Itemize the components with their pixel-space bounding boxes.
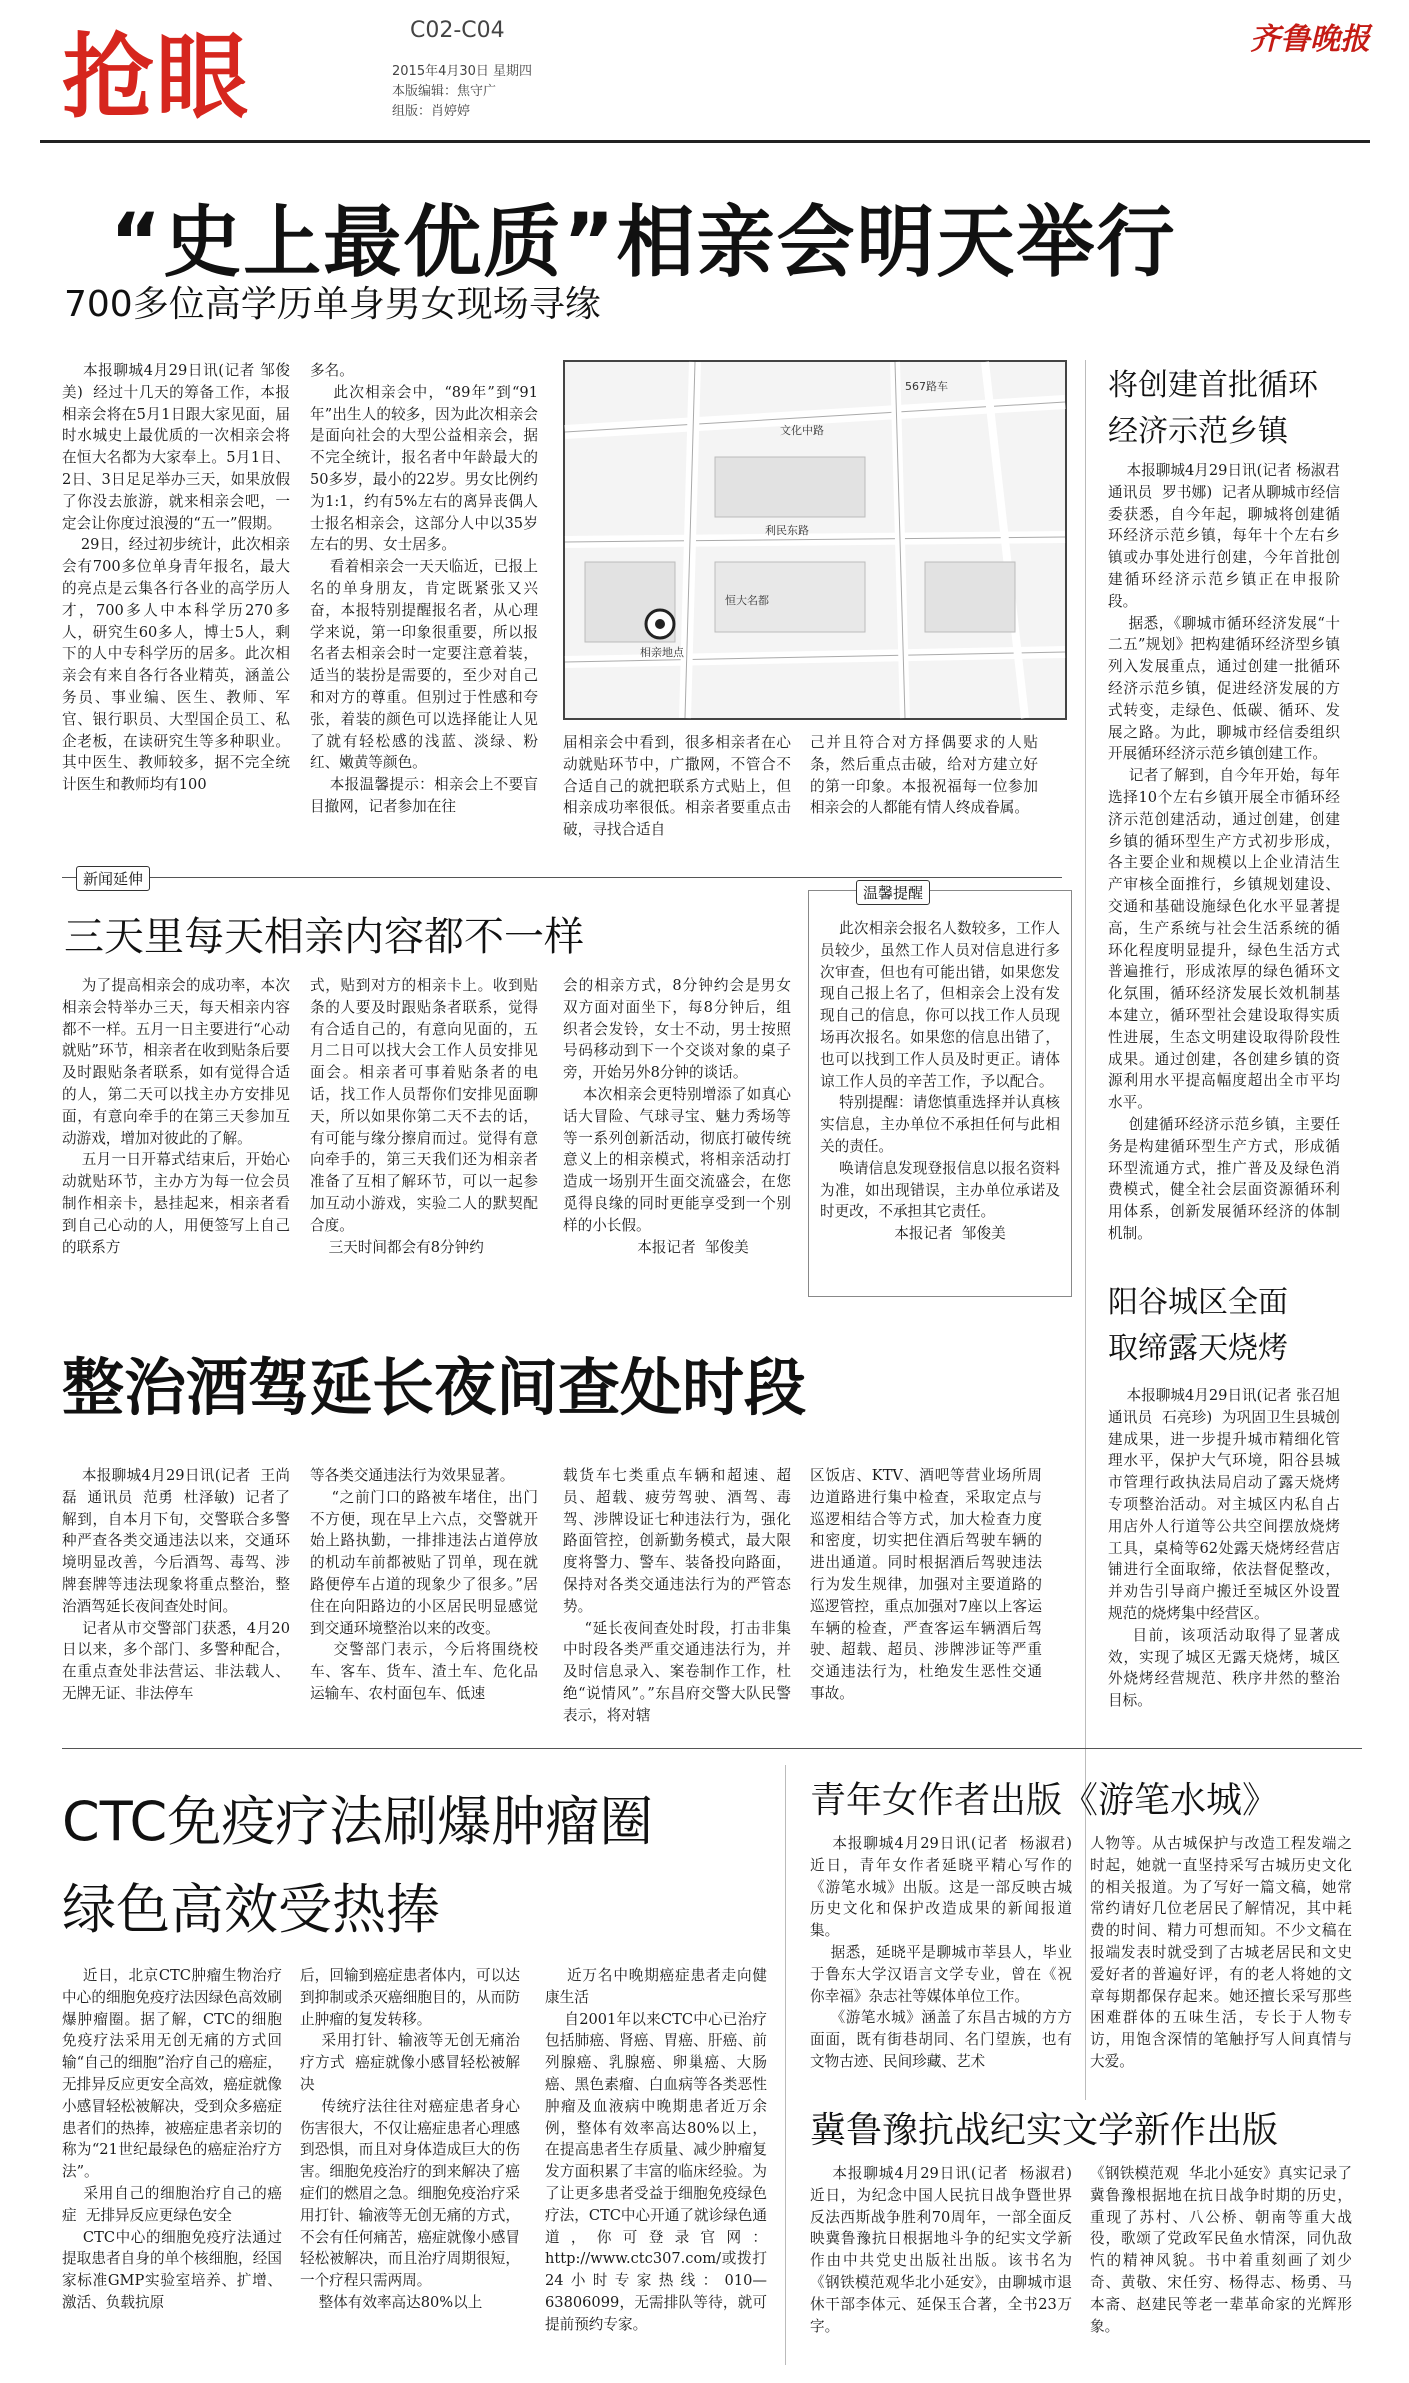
article2-col3: 载货车七类重点车辆和超速、超员、超载、疲劳驾驶、酒驾、毒驾、涉牌设证七种违法行为，强化路面管控，创新勤务模式，最大限度将警力、警车、装备投向路面，保持对各类交通违法行为的严管态势。 “延长夜间查处时段，打击非集中时段各类严重交通违法行为，并及时信息录入、案卷制作工作，杜绝“说情风”。”东昌府交警大队民警表示，将对辖 [563, 1467, 792, 1724]
map-label: 文化中路 [780, 424, 824, 437]
article1-col2: 多名。 此次相亲会中，“89年”到“91年”出生人的较多，因为此次相亲会是面向社会的大型公益相亲会，据不完全统计，报名者中年龄最大的50多岁，最小的22岁。男女比例约为1:1，约有5%左右的离异丧偶人士报名相亲会，这部分人中以35岁左右的男、女士居多。 看着相亲会一天天临近，已报上名的单身朋友，肯定既紧张又兴奋，本报特别提醒报名者，从心理学来说，第一印象很重要，所以报名者去相亲会时一定要注意着装，适当的装扮是需要的，至少对自己和对方的尊重。但别过于性感和夸张，着装的颜色可以选择能让人见了就有轻松感的浅蓝、淡绿、粉红、嫩黄等颜色。 本报温馨提示：相亲会上不要盲目撤网，记者参加在往 [310, 362, 538, 815]
sidebar-divider [1085, 360, 1086, 2100]
map-label: 相亲地点 [640, 646, 684, 659]
article3-headline-line1: CTC免疫疗法刷爆肿瘤圈 [62, 1790, 654, 1853]
date-line: 2015年4月30日 星期四 [392, 64, 533, 79]
section-rule [62, 1748, 1362, 1749]
news-extension-headline: 三天里每天相亲内容都不一样 [64, 914, 584, 960]
side1-body: 本报聊城4月29日讯(记者 杨淑君 通讯员 罗书娜) 记者从聊城市经信委获悉，自今年起，聊城将创建循环经济示范乡镇，每年十个左右乡镇或办事处进行创建，今年首批创建循环经济示范乡镇正在申报阶段。 据悉，《聊城市循环经济发展“十二五”规划》把构建循环经济型乡镇列入发展重点，通过创建一批循环经济示范乡镇，促进经济发展的方式转变，走绿色、低碳、循环、发展之路。为此，聊城市经信委组织开展循环经济示范乡镇创建工作。 记者了解到，自今年开始，每年选择10个左右乡镇开展全市循环经济示范创建活动，通过创建，创建乡镇的循环型生产方式初步形成，各主要企业和规模以上企业清洁生产审核全面推行，乡镇规划建设、交通和基础设施绿色化水平显著提高，生产系统与社会生活系统的循环化程度明显提升，绿色生活方式普遍推行，形成浓厚的绿色循环文化氛围，循环经济发展长效机制基本建立，循环型社会建设取得实质性进展，生态文明建设取得阶段性成果。通过创建，各创建乡镇的资源利用水平提高幅度超出全市平均水平。 创建循环经济示范乡镇，主要任务是构建循环型生产方式，形成循环型流通方式，推广普及及绿色消费模式，健全社会层面资源循环利用体系，创新发展循环经济的体制机制。 [1108, 462, 1340, 1242]
map-label: 利民东路 [765, 524, 809, 537]
map-label: 恒大名都 [725, 594, 769, 607]
side2-body: 本报聊城4月29日讯(记者 张召旭 通讯员 石亮珍) 为巩固卫生县城创建成果，进一步提升城市精细化管理水平，保护大气环境，阳谷县城市管理行政执法局启动了露天烧烤专项整治活动。对主城区内私自占用店外人行道等公共空间摆放烧烤工具，桌椅等62处露天烧烤经营店铺进行全面取缔，依法督促整改，并劝告引导商户搬迁至城区外设置规范的烧烤集中经营区。 目前，该项活动取得了显著成效，实现了城区无露天烧烤，城区外烧烤经营规范、秩序井然的整治目标。 [1108, 1387, 1340, 1710]
article1-subheadline: 700多位高学历单身男女现场寻缘 [64, 284, 601, 325]
article4-col1: 本报聊城4月29日讯(记者 杨淑君) 近日，青年女作者延晓平精心写作的《游笔水城》出版。这是一部反映古城历史文化和保护改造成果的新闻报道集。 据悉，延晓平是聊城市莘县人，毕业于鲁东大学汉语言文学专业，曾在《祝你幸福》杂志社等媒体单位工作。 《游笔水城》涵盖了东昌古城的方方面面，既有街巷胡同、名门望族，也有文物古迹、民间珍藏、艺术 [810, 1835, 1072, 2070]
article2-col1: 本报聊城4月29日讯(记者 王尚磊 通讯员 范勇 杜泽敏) 记者了解到，自本月下旬，交警联合多警种严查各类交通违法以来，交通环境明显改善，今后酒驾、毒驾、涉牌套牌等违法现象将重点整治，整治酒驾延长夜间查处时间。 记者从市交警部门获悉，4月20日以来，多个部门、多警种配合，在重点查处非法营运、非法载人、无牌无证、非法停车 [62, 1467, 291, 1702]
side2-headline-line1: 阳谷城区全面 [1108, 1285, 1288, 1320]
article4-col2: 人物等。从古城保护与改造工程发端之时起，她就一直坚持采写古城历史文化的相关报道。为了写好一篇文稿，她常常约请好几位老居民了解情况，其中耗费的时间、精力可想而知。不少文稿在报端发表时就受到了古城老居民和文史爱好者的普遍好评，有的老人将她的文章每期都保存起来。她还擅长采写那些困难群体的五味生活，专长于人物专访，用饱含深情的笔触抒写人间真情与大爱。 [1090, 1835, 1352, 2070]
news-extension-col3: 会的相亲方式，8分钟约会是男女双方面对面坐下，每8分钟后，组织者会发铃，女士不动，男士按照号码移动到下一个交谈对象的桌子旁，开始另外8分钟的谈话。 本次相亲会更特别增添了如真心话大冒险、气球寻宝、魅力秀场等等一系列创新活动，彻底打破传统意义上的相亲模式，将相亲活动打造成一场别开生面交流盛会，在您觅得良缘的同时更能享受到一个别样的小长假。 本报记者 邹俊美 [563, 977, 791, 1256]
page-range: C02-C04 [410, 18, 505, 43]
brand-logo: 齐鲁晚报 [1250, 22, 1370, 57]
section-title: 抢眼 [62, 24, 251, 131]
article1-col4: 己并且符合对方择偶要求的人贴条，然后重点击破，给对方建立好的第一印象。本报祝福每一位参加相亲会的人都能有情人终成眷属。 [810, 734, 1038, 817]
article5-headline: 冀鲁豫抗战纪实文学新作出版 [810, 2110, 1279, 2151]
map-label: 567路车 [905, 380, 948, 393]
article1-headline: “史上最优质”相亲会明天举行 [110, 198, 1177, 288]
article5-col1: 本报聊城4月29日讯(记者 杨淑君) 近日，为纪念中国人民抗日战争暨世界反法西斯战争胜利70周年，一部全面反映冀鲁豫抗日根据地斗争的纪实文学新作由中共党史出版社出版。该书名为《钢铁模范观华北小延安》，由聊城市退休干部李体元、延保玉合著，全书23万字。 [810, 2165, 1082, 2335]
article3-col2: 后，回输到癌症患者体内，可以达到抑制或杀灭癌细胞目的，从而防止肿瘤的复发转移。 采用打针、输液等无创无痛治疗方式 癌症就像小感冒轻松被解决 传统疗法往往对癌症患者身心伤害很大，不仅让癌症患者心理感到恐惧，而且对身体造成巨大的伤害。细胞免疫治疗的到来解决了癌症们的燃眉之急。细胞免疫治疗采用打针、输液等无创无痛的方式，不会有任何痛苦，癌症就像小感冒轻松被解决，而且治疗周期很短，一个疗程只需两周。 整体有效率高达80%以上 [300, 1967, 520, 2311]
article-divider [785, 1765, 786, 2365]
editor-line: 本版编辑：焦守广 [392, 84, 497, 99]
article2-col4: 区饭店、KTV、酒吧等营业场所周边道路进行集中检查，采取定点与巡逻相结合等方式，加大检查力度和密度，切实把住酒后驾驶车辆的进出通道。同时根据酒后驾驶违法行为发生规律，加强对主要道路的巡逻管控，重点加强对7座以上客运车辆的检查，严查客运车辆酒后驾驶、超载、超员、涉牌涉证等严重交通违法行为，杜绝发生恶性交通事故。 [810, 1467, 1042, 1702]
side1-headline-line2: 经济示范乡镇 [1108, 414, 1288, 449]
article2-col2: 等各类交通违法行为效果显著。 “之前门口的路被车堵住，出门不方便，现在早上六点，交警就开始上路执勤，一排排违法占道停放的机动车前都被贴了罚单，现在就路便停车占道的现象少了很多。”居住在向阳路边的小区居民明显感觉到交通环境整治以来的改变。 交警部门表示，今后将围绕校车、客车、货车、渣土车、危化品运输车、农村面包车、低速 [310, 1467, 539, 1702]
article3-col1: 近日，北京CTC肿瘤生物治疗中心的细胞免疫疗法因绿色高效刷爆肿瘤圈。据了解，CTC的细胞免疫疗法采用无创无痛的方式回输“自己的细胞”治疗自己的癌症，无排异反应更安全高效，癌症就像小感冒轻松被解决，受到众多癌症患者们的热捧，被癌症患者亲切的称为“21世纪最绿色的癌症治疗方法”。 采用自己的细胞治疗自己的癌症 无排异反应更绿色安全 CTC中心的细胞免疫疗法通过提取患者自身的单个核细胞，经国家标准GMP实验室培养、扩增、激活、负载抗原 [62, 1967, 282, 2311]
article1-col1: 本报聊城4月29日讯(记者 邹俊美) 经过十几天的筹备工作，本报相亲会将在5月1日跟大家见面，届时水城史上最优质的一次相亲会将在恒大名都为大家奉上。5月1日、2日、3日足足举办三天，如果放假了你没去旅游，就来相亲会吧，一定会让你度过浪漫的“五一”假期。 29日，经过初步统计，此次相亲会有700多位单身青年报名，最大的亮点是云集各行各业的高学历人才，700多人中本科学历270多人，研究生60多人，博士5人，剩下的人中专科学历的居多。此次相亲会有来自各行各业精英，涵盖公务员、事业编、医生、教师、军官、银行职员、大型国企员工、私企老板，在读研究生等多种职业。其中医生、教师较多，据不完全统计医生和教师均有100 [62, 362, 290, 794]
news-extension-tag: 新闻延伸 [76, 866, 150, 891]
article3-headline-line2: 绿色高效受热捧 [62, 1878, 440, 1941]
layout-line: 组版：肖婷婷 [392, 104, 471, 119]
side2-headline-line2: 取缔露天烧烤 [1108, 1331, 1288, 1366]
article4-headline: 青年女作者出版《游笔水城》 [810, 1780, 1279, 1821]
tip-tag: 温馨提醒 [856, 880, 930, 905]
masthead-rule [40, 140, 1370, 143]
side1-headline-line1: 将创建首批循环 [1108, 368, 1318, 403]
map-graphic [565, 362, 1065, 718]
article3-col3: 近万名中晚期癌症患者走向健康生活 自2001年以来CTC中心已治疗包括肺癌、肾癌、胃癌、肝癌、前列腺癌、乳腺癌、卵巢癌、大肠癌、黑色素瘤、白血病等各类恶性肿瘤及血液病中晚期患者近万余例，整体有效率高达80%以上，在提高患者生存质量、减少肿瘤复发方面积累了丰富的临床经验。为了让更多患者受益于细胞免疫绿色疗法，CTC中心开通了就诊绿色通道，你可登录官网：http://www.ctc307.com/或拨打24小时专家热线：010—63806099，无需排队等待，就可提前预约专家。 [545, 1967, 767, 2333]
article1-col3: 届相亲会中看到，很多相亲者在心动就贴环节中，广撒网，不管合不合适自己的就把联系方式贴上，但相亲成功率很低。相亲者要重点击破，寻找合适自 [563, 734, 791, 839]
news-extension-col2: 式，贴到对方的相亲卡上。收到贴条的人要及时跟贴条者联系，觉得有合适自己的，有意向见面的，五月二日可以找大会工作人员安排见面会。相亲者可事着贴条者的电话，找工作人员帮你们安排见面聊天，所以如果你第二天不去的话，有可能与缘分擦肩而过。觉得有意向牵手的，第三天我们还为相亲者准备了互相了解环节，可以一起参加互动小游戏，实验二人的默契配合度。 三天时间都会有8分钟约 [310, 977, 538, 1256]
article2-headline: 整治酒驾延长夜间查处时段 [62, 1351, 807, 1424]
tip-body: 此次相亲会报名人数较多，工作人员较少，虽然工作人员对信息进行多次审查，但也有可能出错，如果您发现自己报上名了，但相亲会上没有发现自己的信息，你可以找工作人员现场再次报名。如果您的信息出错了，也可以找到工作人员及时更正。请体谅工作人员的辛苦工作，予以配合。 特别提醒：请您慎重选择并认真核实信息，主办单位不承担任何与此相关的责任。 唤请信息发现登报信息以报名资料为准，如出现错误，主办单位承诺及时更改，不承担其它责任。 本报记者 邹俊美 [820, 920, 1060, 1243]
news-extension-col1: 为了提高相亲会的成功率，本次相亲会特举办三天，每天相亲内容都不一样。五月一日主要进行“心动就贴”环节，相亲者在收到贴条后要及时跟贴条者联系，如有觉得合适的人，第二天可以找主办方安排见面，有意向牵手的在第三天参加互动游戏，增加对彼此的了解。 五月一日开幕式结束后，开始心动就贴环节，主办方为每一位会员制作相亲卡，悬挂起来，相亲者看到自己心动的人，用便签写上自己的联系方 [62, 977, 290, 1256]
venue-map [563, 360, 1067, 720]
article5-col2: 《钢铁模范观 华北小延安》真实记录了冀鲁豫根据地在抗日战争时期的历史，重现了苏村、八公桥、朝南等重大战役，歌颂了党政军民鱼水情深，同仇敌忾的精神风貌。书中着重刻画了刘少奇、黄敬、宋任穷、杨得志、杨勇、马本斋、赵建民等老一辈革命家的光辉形象。 [1090, 2165, 1352, 2335]
news-rule [62, 877, 1062, 878]
